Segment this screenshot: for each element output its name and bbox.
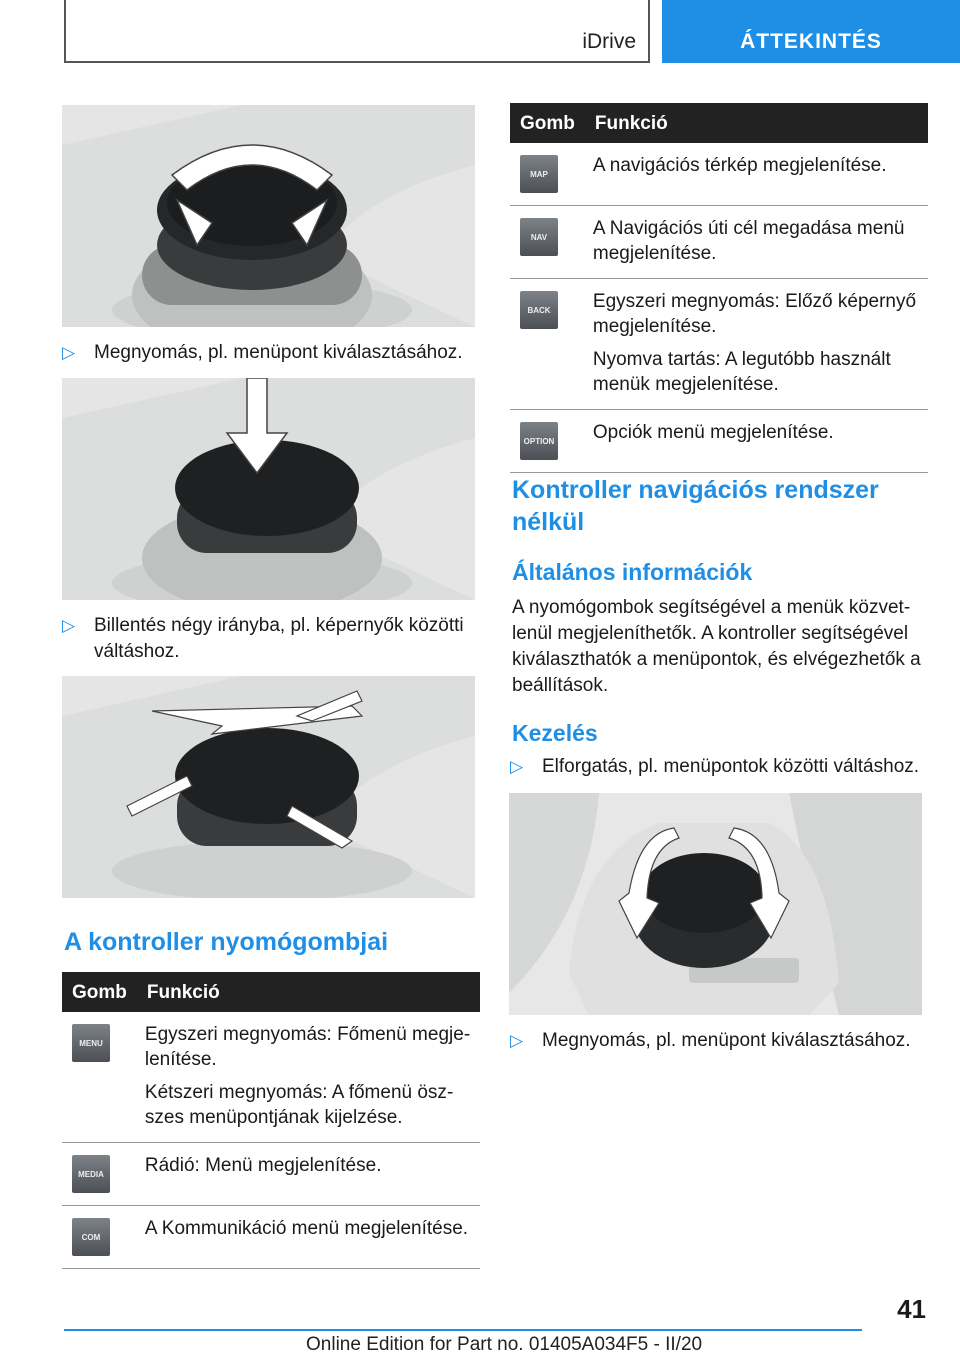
- left-button-table: [62, 972, 480, 1269]
- table-header-button: Gomb: [62, 972, 137, 1012]
- caption-press-2: ▷ Megnyomás, pl. menüpont kiválasztásához.: [510, 1028, 930, 1054]
- table-row: MENU Egyszeri megnyomás: Főmenü megjelenítése. Kétszeri megnyomás: A főmenü öszszes menüpontjának kijelzése.: [62, 1012, 480, 1143]
- controller-press-image-1: [62, 105, 475, 327]
- controller-tilt-illustration: [62, 378, 475, 600]
- footer-rule: [64, 1329, 862, 1331]
- table-row: COM A Kommunikáció menü megjelenítése.: [62, 1206, 480, 1269]
- table-row: BACK Egyszeri megnyomás: Előző képernyő megjelenítése. Nyomva tartás: A legutóbb használt menük megjelenítése.: [510, 279, 928, 410]
- caption-press: ▷ Megnyomás, pl. menüpont kiválasztásához.: [62, 340, 480, 366]
- controller-rotate-image: [509, 793, 922, 1015]
- footer-edition: Online Edition for Part no. 01405A034F5 - II/20: [306, 1334, 703, 1355]
- table-row: MAP A navigációs térkép megjelenítése.: [510, 143, 928, 206]
- triangle-bullet-icon: ▷: [62, 343, 76, 362]
- controller-rotate-illustration: [509, 793, 922, 1015]
- back-button-icon: BACK: [520, 291, 558, 329]
- media-button-icon: MEDIA: [72, 1155, 110, 1193]
- triangle-bullet-icon: ▷: [62, 616, 76, 635]
- option-button-icon: OPTION: [520, 422, 558, 460]
- right-button-table: [510, 103, 928, 473]
- table-header-function: Funkció: [137, 972, 480, 1012]
- table-row: NAV A Navigációs úti cél megadása menü megjelenítése.: [510, 206, 928, 279]
- table-row: MEDIA Rádió: Menü megjelenítése.: [62, 1143, 480, 1206]
- triangle-bullet-icon: ▷: [510, 757, 524, 776]
- right-heading: Kontroller navigációs rendszer nélkül: [512, 476, 879, 536]
- page-number: 41: [897, 1294, 926, 1324]
- table-row: OPTION Opciók menü megjelenítése.: [510, 410, 928, 473]
- left-heading: A kontroller nyomógombjai: [64, 928, 389, 956]
- header-chapter: ÁTTEKINTÉS: [740, 30, 882, 53]
- triangle-bullet-icon: ▷: [510, 1031, 524, 1050]
- controller-press-illustration: [62, 105, 475, 327]
- header-left-box: [64, 0, 650, 63]
- table-header-button: Gomb: [510, 103, 585, 143]
- com-button-icon: COM: [72, 1218, 110, 1256]
- nav-button-icon: NAV: [520, 218, 558, 256]
- controller-move-illustration: [62, 676, 475, 898]
- general-info-paragraph: A nyomógombok segítségével a menük közvetlenül megjeleníthetők. A kontroller segítségével kiválaszthatók a menüpontok, és elvégezhetők a beállítások.: [512, 597, 921, 696]
- map-button-icon: MAP: [520, 155, 558, 193]
- caption-tilt: ▷ Billentés négy irányba, pl. képernyők közötti váltáshoz.: [62, 615, 464, 662]
- general-info-heading: Általános információk: [512, 559, 753, 585]
- controller-move-image: [62, 676, 475, 898]
- header-section: iDrive: [582, 30, 636, 53]
- header-chapter-tab: [662, 0, 960, 63]
- controller-tilt-down-image: [62, 378, 475, 600]
- table-header-function: Funkció: [585, 103, 928, 143]
- caption-rotate: ▷ Elforgatás, pl. menüpontok közötti váltáshoz.: [510, 754, 930, 780]
- menu-button-icon: MENU: [72, 1024, 110, 1062]
- operation-heading: Kezelés: [512, 720, 598, 746]
